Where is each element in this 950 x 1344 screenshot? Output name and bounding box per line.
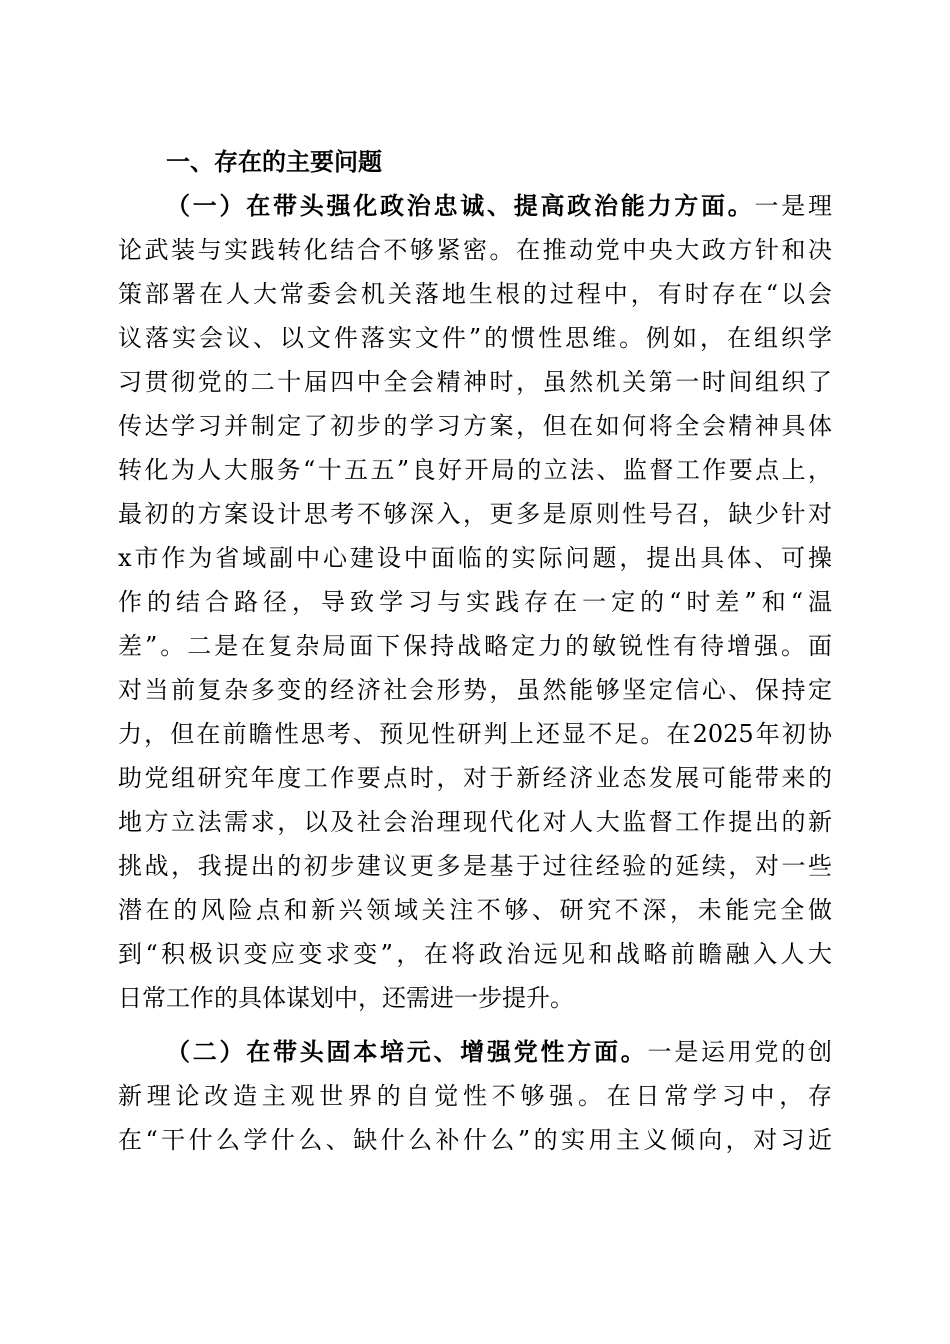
paragraph-1-first-line (118, 184, 832, 228)
paragraph-1-line: 作的结合路径，导致学习与实践存在一定的“时差”和“温 (118, 588, 832, 616)
paragraph-1-line: 习贯彻党的二十届四中全会精神时，虽然机关第一时间组织了 (118, 368, 832, 396)
paragraph-1-last-line: 日常工作的具体谋划中，还需进一步提升。 (118, 984, 574, 1012)
paragraph-1-lead: （一）在带头强化政治忠诚、提高政治能力方面。 (166, 192, 755, 220)
paragraph-1-line: 差”。二是在复杂局面下保持战略定力的敏锐性有待增强。面 (118, 632, 832, 660)
paragraph-1-line: 地方立法需求，以及社会治理现代化对人大监督工作提出的新 (118, 808, 832, 836)
paragraph-1-line: 论武装与实践转化结合不够紧密。在推动党中央大政方针和决 (118, 236, 832, 264)
paragraph-1-line: 对当前复杂多变的经济社会形势，虽然能够坚定信心、保持定 (118, 676, 832, 704)
paragraph-2-line-0: 一是运用党的创 (647, 1038, 832, 1066)
section-title: 一、存在的主要问题 (166, 148, 382, 176)
paragraph-1-line: 最初的方案设计思考不够深入，更多是原则性号召，缺少针对 (118, 500, 832, 528)
paragraph-1-line: 挑战，我提出的初步建议更多是基于过往经验的延续，对一些 (118, 852, 832, 880)
paragraph-1-line: 助党组研究年度工作要点时，对于新经济业态发展可能带来的 (118, 764, 832, 792)
paragraph-2-first-line (118, 1030, 832, 1074)
paragraph-1-line-0: 一是理 (754, 192, 832, 220)
paragraph-1-line: 议落实会议、以文件落实文件”的惯性思维。例如，在组织学 (118, 324, 832, 352)
paragraph-gap (118, 1020, 832, 1030)
paragraph-2-line: 新理论改造主观世界的自觉性不够强。在日常学习中，存 (118, 1082, 832, 1110)
paragraph-2-lead: （二）在带头固本培元、增强党性方面。 (166, 1038, 648, 1066)
paragraph-1-line: 传达学习并制定了初步的学习方案，但在如何将全会精神具体 (118, 412, 832, 440)
paragraph-1-line: 潜在的风险点和新兴领域关注不够、研究不深，未能完全做 (118, 896, 832, 924)
paragraph-2-line: 在“干什么学什么、缺什么补什么”的实用主义倾向，对习近 (118, 1126, 832, 1154)
paragraph-1-line: x市作为省域副中心建设中面临的实际问题，提出具体、可操 (118, 544, 832, 572)
paragraph-1-line: 策部署在人大常委会机关落地生根的过程中，有时存在“以会 (118, 280, 832, 308)
paragraph-1-line: 转化为人大服务“十五五”良好开局的立法、监督工作要点上， (118, 456, 832, 484)
paragraph-1-line: 到“积极识变应变求变”，在将政治远见和战略前瞻融入人大 (118, 940, 832, 968)
document-page (118, 140, 832, 1162)
paragraph-1-line: 力，但在前瞻性思考、预见性研判上还显不足。在2025年初协 (118, 720, 832, 748)
